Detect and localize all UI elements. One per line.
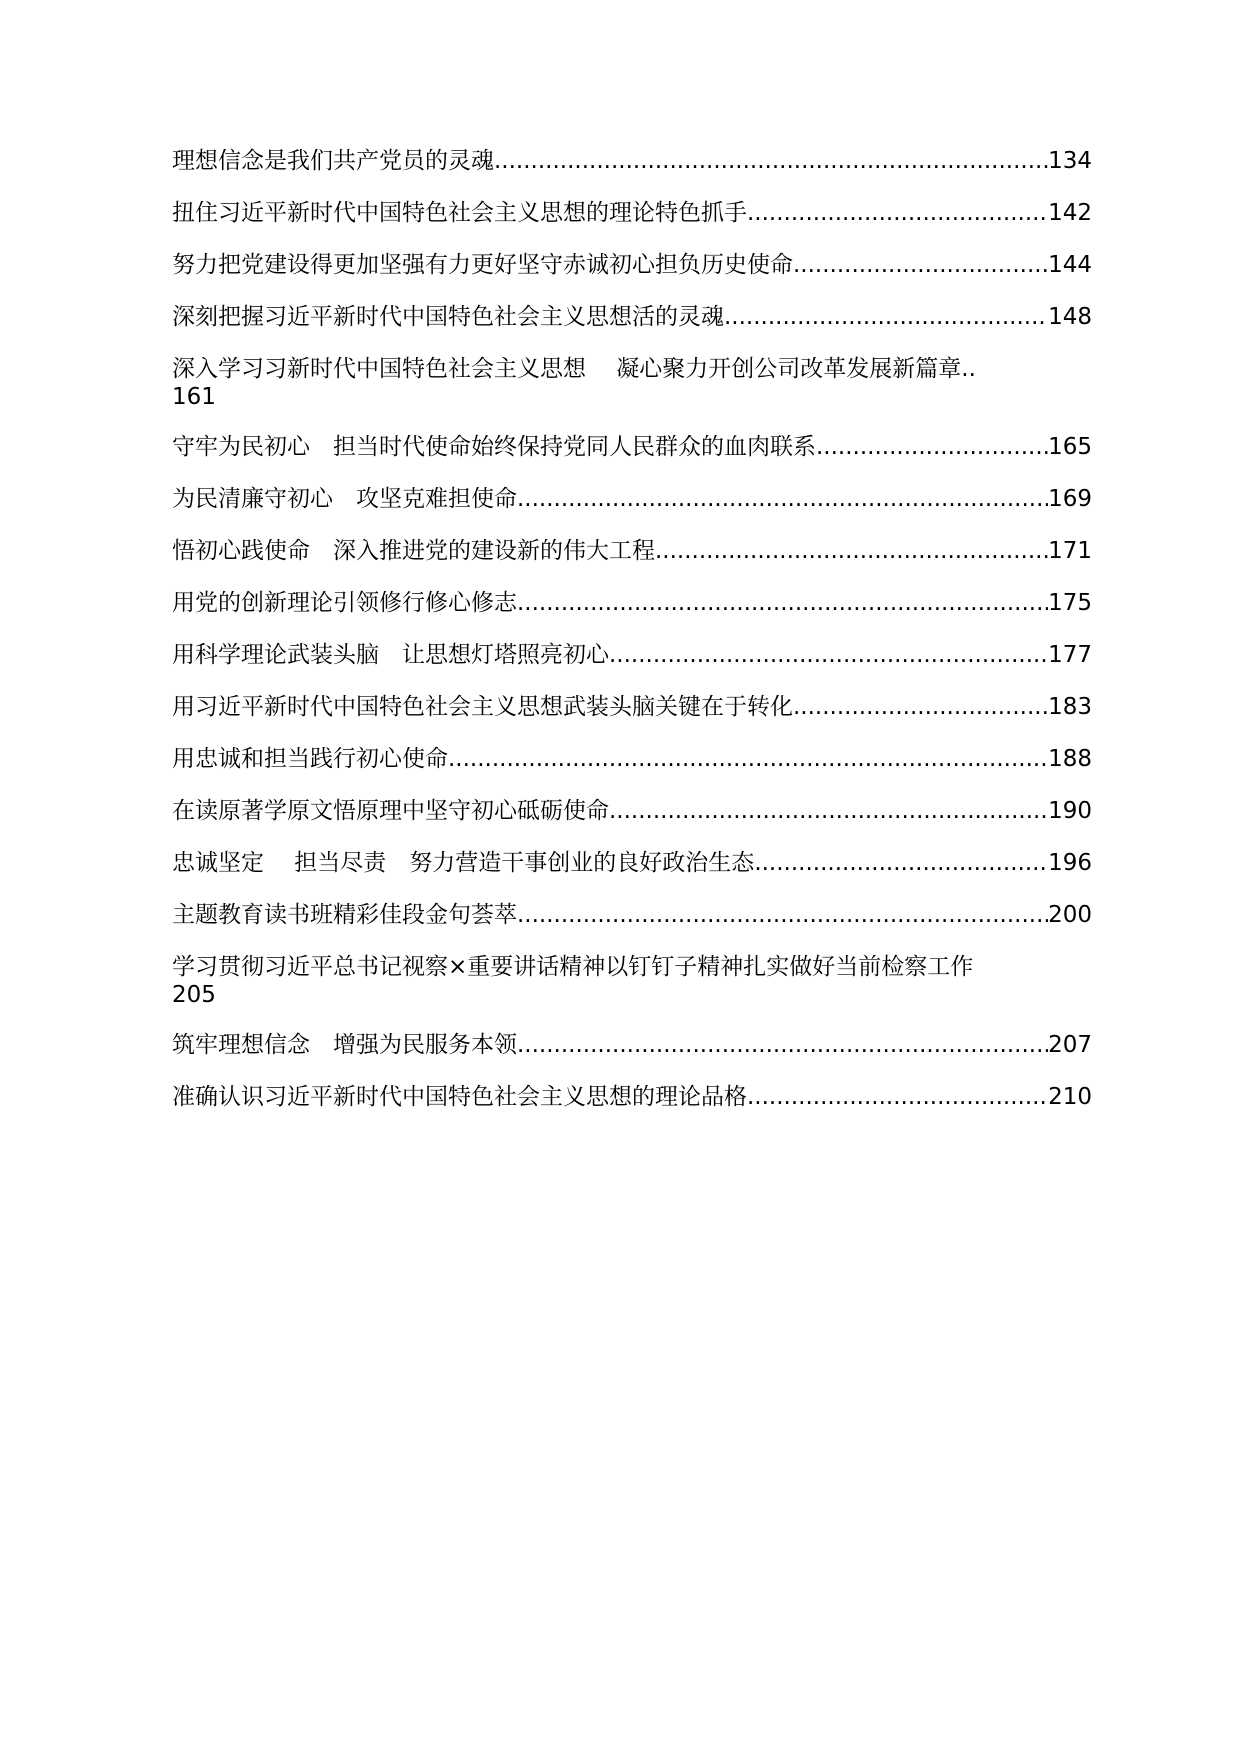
toc-entry-title: 为民清廉守初心 攻坚克难担使命 bbox=[172, 486, 517, 512]
toc-page-number: 171 bbox=[1048, 538, 1092, 564]
toc-entry[interactable] bbox=[172, 848, 1092, 878]
toc-entry[interactable] bbox=[172, 744, 1092, 774]
toc-entry[interactable] bbox=[172, 952, 1092, 1008]
toc-entry[interactable] bbox=[172, 1030, 1092, 1060]
toc-entry[interactable] bbox=[172, 198, 1092, 228]
toc-entry[interactable] bbox=[172, 302, 1092, 332]
toc-leader-dots bbox=[517, 484, 1048, 514]
toc-entry-title: 深刻把握习近平新时代中国特色社会主义思想活的灵魂 bbox=[172, 304, 724, 330]
toc-entry[interactable] bbox=[172, 354, 1092, 410]
toc-entry[interactable] bbox=[172, 432, 1092, 462]
toc-entry-title: 用科学理论武装头脑 让思想灯塔照亮初心 bbox=[172, 642, 609, 668]
table-of-contents bbox=[172, 146, 1092, 1134]
toc-entry[interactable] bbox=[172, 250, 1092, 280]
toc-leader-dots bbox=[517, 588, 1048, 618]
toc-leader-dots bbox=[655, 536, 1048, 566]
toc-page-number: 148 bbox=[1048, 304, 1092, 330]
toc-leader-dots bbox=[724, 302, 1048, 332]
toc-entry-title: 准确认识习近平新时代中国特色社会主义思想的理论品格 bbox=[172, 1084, 747, 1110]
toc-entry[interactable] bbox=[172, 900, 1092, 930]
toc-entry[interactable] bbox=[172, 692, 1092, 722]
toc-page-number: 188 bbox=[1048, 746, 1092, 772]
toc-leader-dots bbox=[609, 640, 1048, 670]
toc-page-number: 196 bbox=[1048, 850, 1092, 876]
toc-leader-dots bbox=[793, 250, 1048, 280]
toc-page-number: 144 bbox=[1048, 252, 1092, 278]
toc-page-number: 200 bbox=[1048, 902, 1092, 928]
toc-leader-dots bbox=[816, 432, 1048, 462]
toc-entry-title: 忠诚坚定 担当尽责 努力营造干事创业的良好政治生态 bbox=[172, 850, 755, 876]
toc-entry-title: 深入学习习新时代中国特色社会主义思想 凝心聚力开创公司改革发展新篇章.. bbox=[172, 356, 976, 382]
toc-entry-title: 用忠诚和担当践行初心使命 bbox=[172, 746, 448, 772]
toc-entry[interactable] bbox=[172, 536, 1092, 566]
toc-page-number: 165 bbox=[1048, 434, 1092, 460]
toc-entry-title: 用党的创新理论引领修行修心修志 bbox=[172, 590, 517, 616]
toc-leader-dots bbox=[494, 146, 1048, 176]
toc-entry-title: 悟初心践使命 深入推进党的建设新的伟大工程 bbox=[172, 538, 655, 564]
toc-page-number: 205 bbox=[172, 982, 216, 1008]
toc-entry[interactable] bbox=[172, 588, 1092, 618]
toc-page-number: 134 bbox=[1048, 148, 1092, 174]
toc-entry[interactable] bbox=[172, 484, 1092, 514]
toc-leader-dots bbox=[609, 796, 1048, 826]
toc-page-number: 207 bbox=[1048, 1032, 1092, 1058]
toc-entry[interactable] bbox=[172, 146, 1092, 176]
toc-leader-dots bbox=[517, 1030, 1048, 1060]
toc-page-number: 175 bbox=[1048, 590, 1092, 616]
toc-page-number: 142 bbox=[1048, 200, 1092, 226]
toc-entry-title: 在读原著学原文悟原理中坚守初心砥砺使命 bbox=[172, 798, 609, 824]
toc-leader-dots bbox=[754, 848, 1048, 878]
toc-page-number: 169 bbox=[1048, 486, 1092, 512]
toc-leader-dots bbox=[747, 1082, 1048, 1112]
toc-entry[interactable] bbox=[172, 1082, 1092, 1112]
toc-entry-title: 筑牢理想信念 增强为民服务本领 bbox=[172, 1032, 517, 1058]
toc-page-number: 177 bbox=[1048, 642, 1092, 668]
toc-entry-title: 努力把党建设得更加坚强有力更好坚守赤诚初心担负历史使命 bbox=[172, 252, 793, 278]
toc-page-number: 190 bbox=[1048, 798, 1092, 824]
toc-leader-dots bbox=[793, 692, 1048, 722]
toc-leader-dots bbox=[747, 198, 1048, 228]
toc-entry-title: 扭住习近平新时代中国特色社会主义思想的理论特色抓手 bbox=[172, 200, 747, 226]
toc-leader-dots bbox=[448, 744, 1048, 774]
toc-entry-title: 理想信念是我们共产党员的灵魂 bbox=[172, 148, 494, 174]
toc-entry-title: 守牢为民初心 担当时代使命始终保持党同人民群众的血肉联系 bbox=[172, 434, 816, 460]
toc-entry-title: 学习贯彻习近平总书记视察×重要讲话精神以钉钉子精神扎实做好当前检察工作 bbox=[172, 954, 974, 980]
toc-entry[interactable] bbox=[172, 796, 1092, 826]
toc-leader-dots bbox=[517, 900, 1048, 930]
toc-page-number: 183 bbox=[1048, 694, 1092, 720]
toc-entry[interactable] bbox=[172, 640, 1092, 670]
toc-entry-title: 主题教育读书班精彩佳段金句荟萃 bbox=[172, 902, 517, 928]
toc-entry-title: 用习近平新时代中国特色社会主义思想武装头脑关键在于转化 bbox=[172, 694, 793, 720]
toc-page-number: 161 bbox=[172, 384, 216, 410]
toc-page-number: 210 bbox=[1048, 1084, 1092, 1110]
